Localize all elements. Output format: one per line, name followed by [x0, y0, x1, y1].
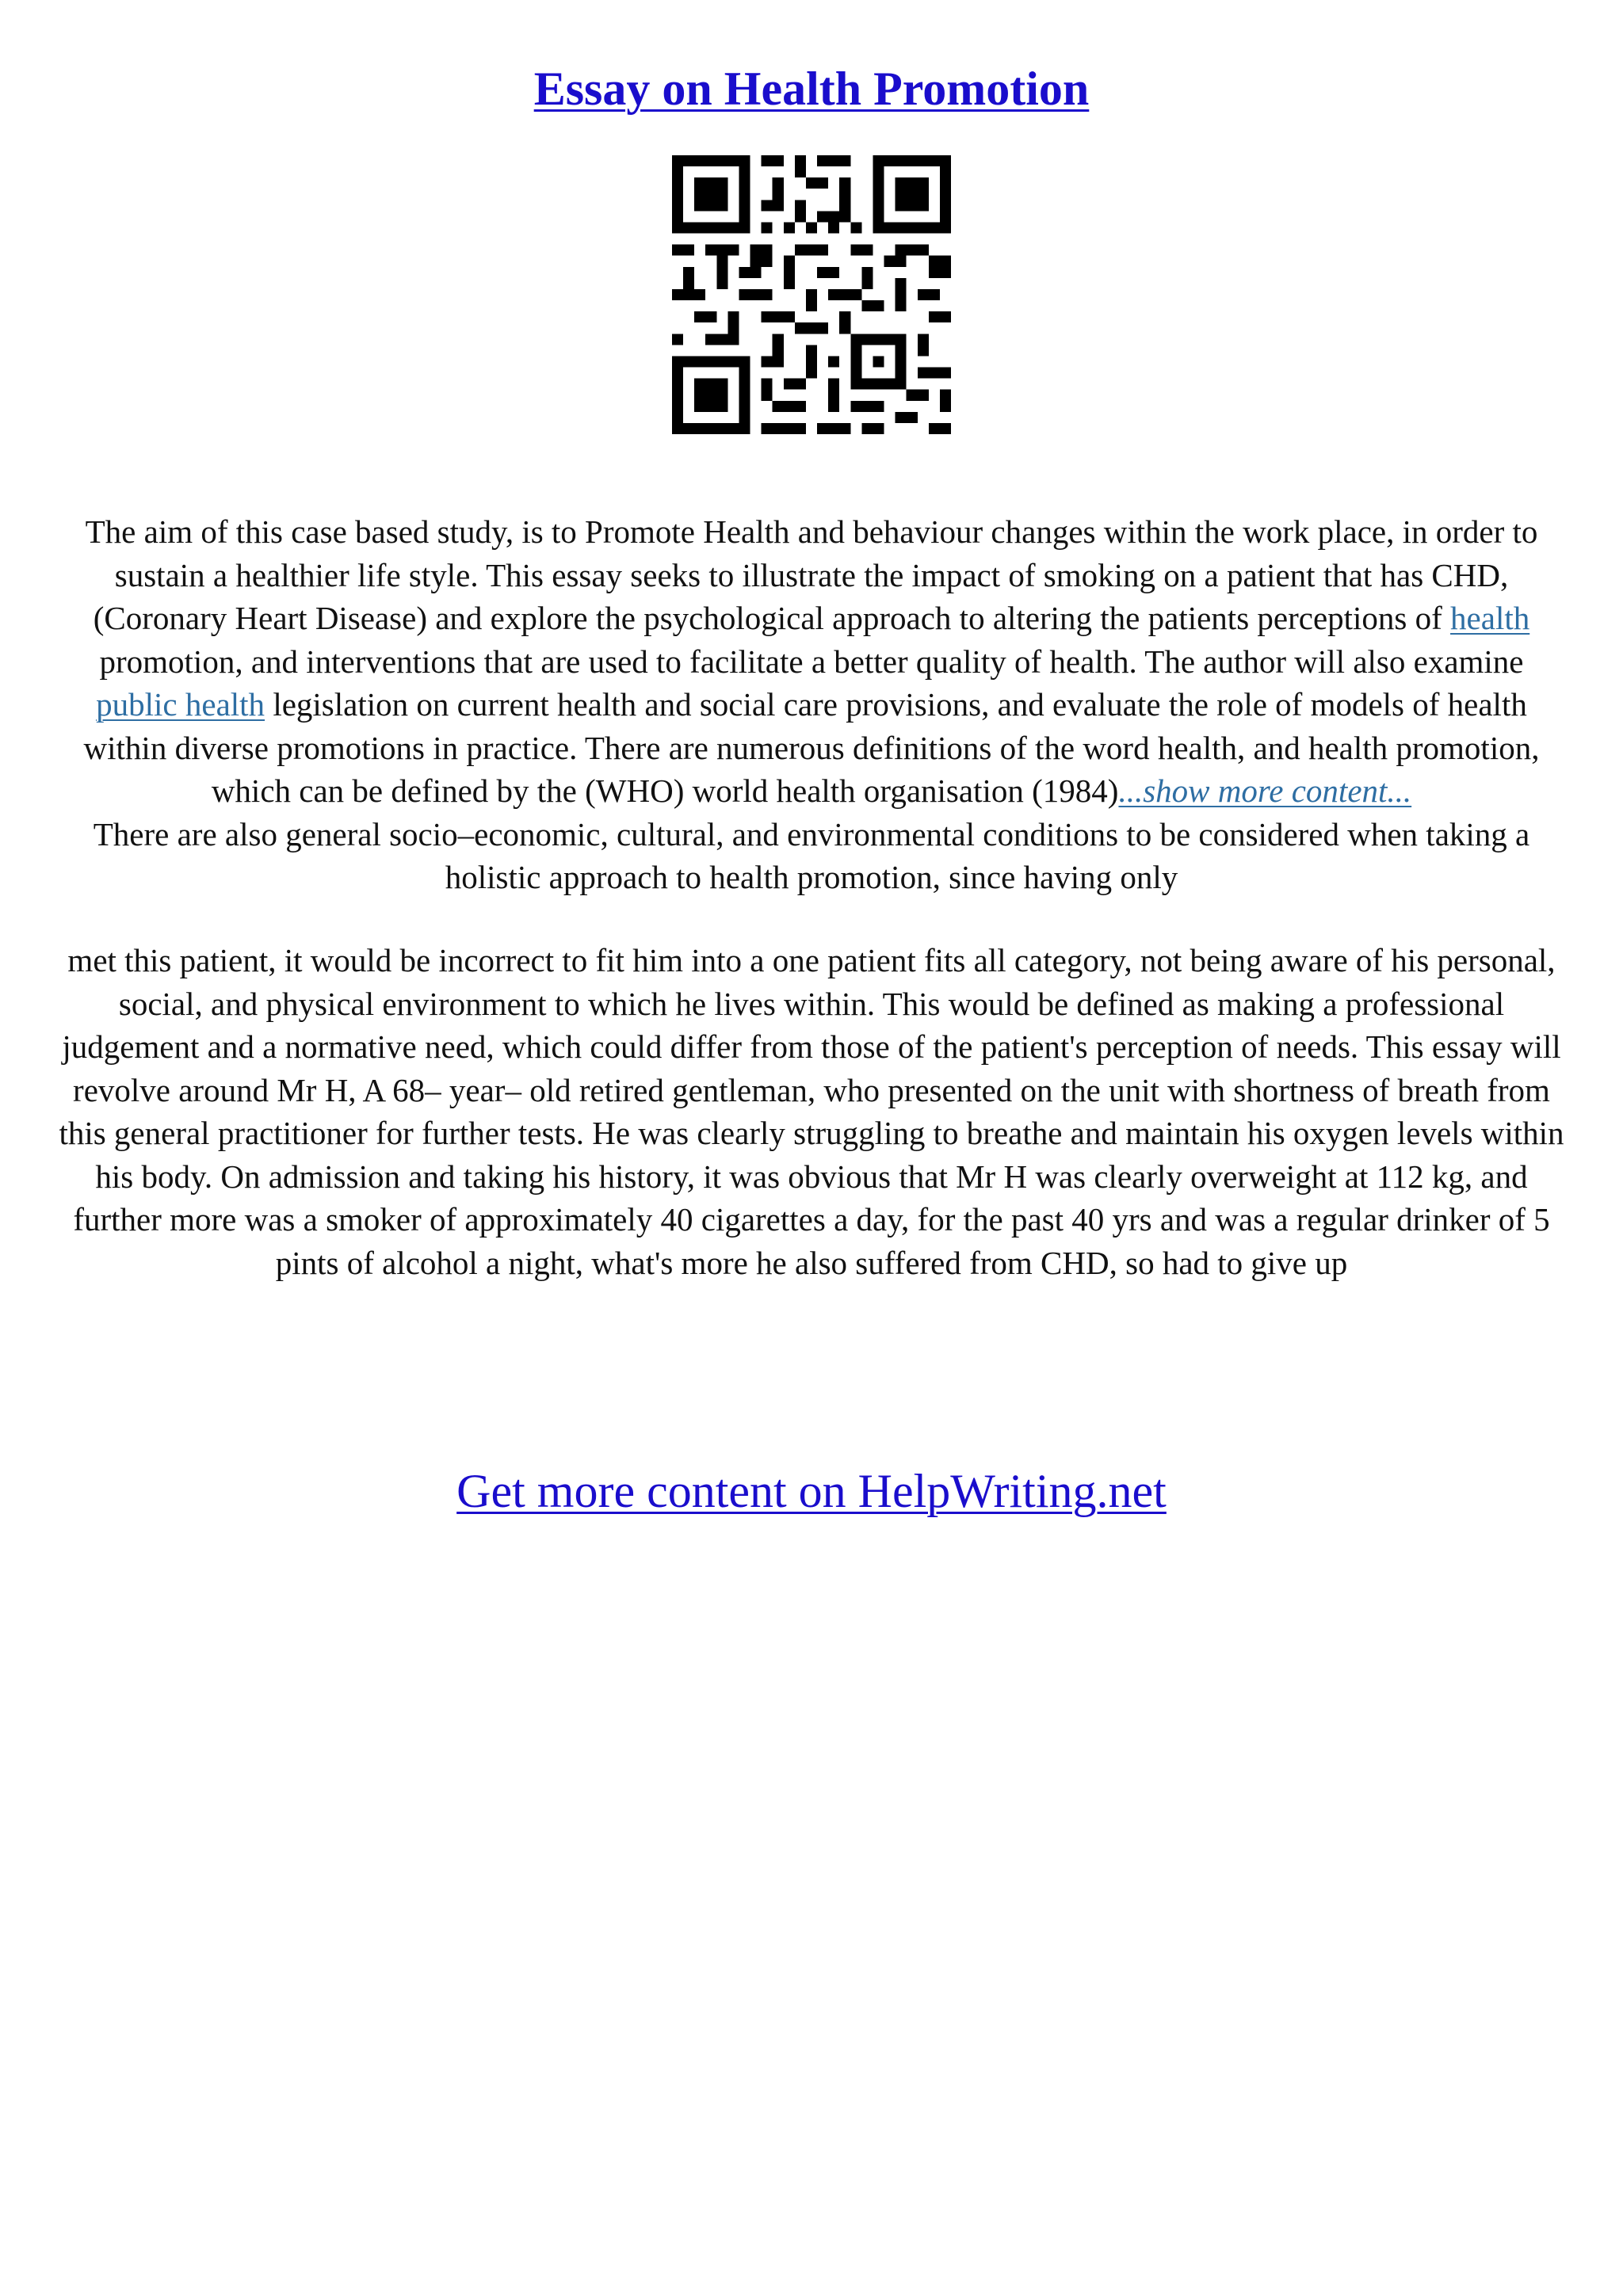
- paragraph-text: legislation on current health and social care provisions, and evaluate the role of models of health within diverse promotions in practice. There are numerous definitions of the word health, and health promotion, which can be defined by the (WHO) world health organisation (1984): [83, 686, 1540, 809]
- paragraph-text: There are also general socio–economic, cultural, and environmental conditions to be considered when taking a holistic approach to health promotion, since having only: [93, 815, 1530, 895]
- qr-code-icon: [672, 155, 951, 434]
- show-more-link[interactable]: ...show more content...: [1118, 772, 1412, 809]
- get-more-content-link[interactable]: Get more content on HelpWriting.net: [456, 1465, 1167, 1517]
- paragraph-text: met this patient, it would be incorrect to fit him into a one patient fits all category, not being aware of his personal, social, and physical environment to which he lives within. This would be defined as making a professional judgement and a normative need, which could differ from those of the patient's perception of needs. This essay will revolve around Mr H, A 68– year– old retired gentleman, who presented on the unit with shortness of breath from this general practitioner for further tests. He was clearly struggling to breathe and maintain his oxygen levels within his body. On admission and taking his history, it was obvious that Mr H was clearly overweight at 112 kg, and further more was a smoker of approximately 40 cigarettes a day, for the past 40 yrs and was a regular drinker of 5 pints of alcohol a night, what's more he also suffered from CHD, so had to give up: [59, 942, 1564, 1281]
- footer: [0, 1459, 1623, 1523]
- paragraph-text: promotion, and interventions that are used to facilitate a better quality of health. The author will also examine: [99, 643, 1524, 680]
- public-health-link[interactable]: public health: [96, 686, 265, 723]
- essay-paragraph-intro: [57, 510, 1566, 899]
- paragraph-text: The aim of this case based study, is to Promote Health and behaviour changes within the work place, in order to sustain a healthier life style. This essay seeks to illustrate the impact of smoking on a patient that has CHD, (Coronary Heart Disease) and explore the psychological approach to altering the patients perceptions of: [85, 513, 1538, 636]
- page-title: [0, 57, 1623, 120]
- title-link[interactable]: Essay on Health Promotion: [533, 63, 1090, 115]
- essay-paragraph-case: [57, 939, 1566, 1284]
- health-link[interactable]: health: [1450, 600, 1530, 636]
